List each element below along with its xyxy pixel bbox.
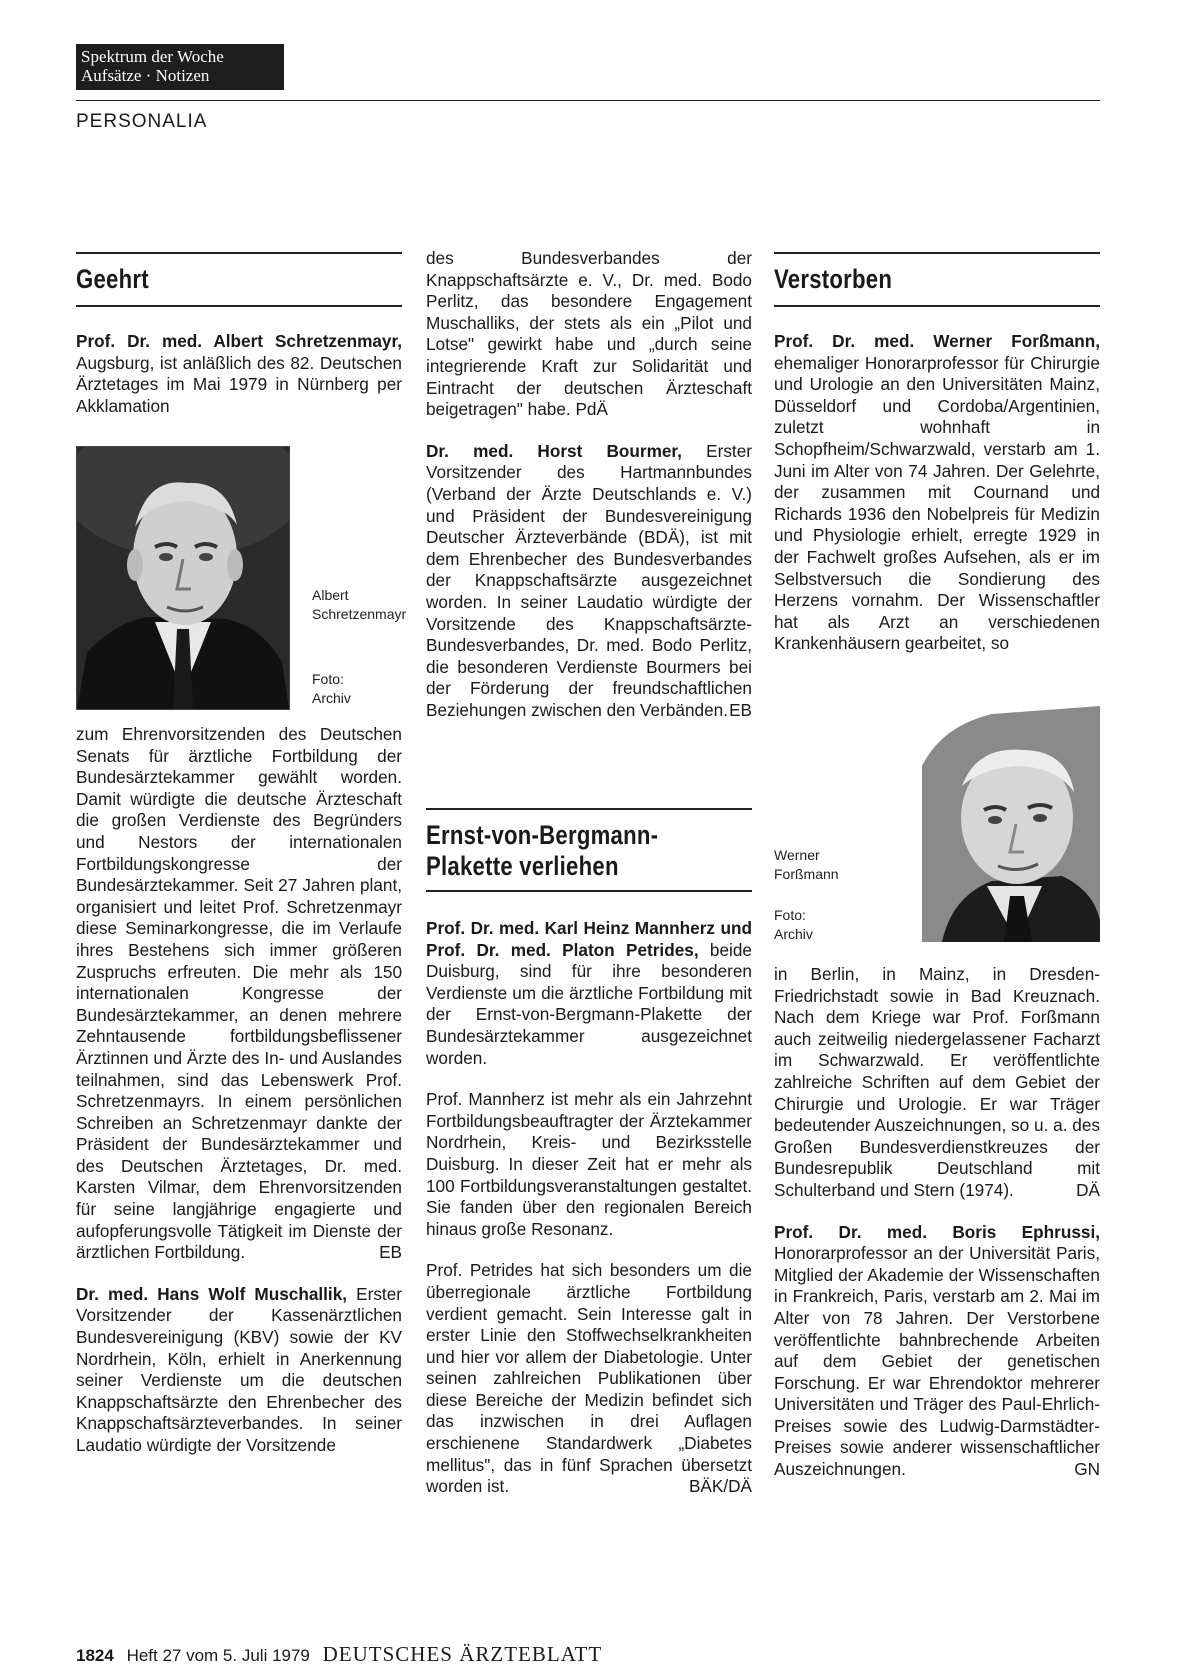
- column-1: [76, 252, 402, 417]
- article-schretzenmayr-intro: Prof. Dr. med. Albert Schretzenmayr, Augsburg, ist anläßlich des 82. Deutschen Ärztetages im Mai 1979 in Nürnberg per Akklamation: [76, 331, 402, 416]
- portrait-forssmann-image: [882, 706, 1100, 942]
- heading-rule-top: [76, 252, 402, 254]
- article-muschallik: Dr. med. Hans Wolf Muschallik, Erster Vorsitzender der Kassenärztlichen Bundesvereinigung (KBV) sowie der KV Nordrhein, Köln, erhielt in Anerkennung seiner Verdienste um die deutschen Knappschaftsärzte den Ehrenbecher des Knappschaftsärzteverbandes. In seiner Laudatio würdigte der Vorsitzende: [76, 1283, 402, 1455]
- heading-verstorben: Verstorben: [774, 264, 893, 294]
- portrait-photo-forssmann: [882, 706, 1100, 942]
- person-name: Prof. Dr. med. Werner Forßmann,: [774, 331, 1100, 351]
- article-forssmann-continued: in Berlin, in Mainz, in Dresden-Friedrichstadt sowie in Bad Kreuznach. Nach dem Kriege war Prof. Forßmann auch zeitweilig niedergelassener Facharzt im Schwarzwald. Er veröffentlichte zahlreiche Schriften auf dem Gebiet der Chirurgie und Urologie. Er war Träger bedeutender Auszeichnungen, so u. a. des Großen Bundesverdienstkreuzes der Bundesrepublik Deutschland mit Schulterband und Stern (1974). DÄ: [774, 964, 1100, 1200]
- article-bourmer: Dr. med. Horst Bourmer, Erster Vorsitzender des Hartmannbundes (Verband der Ärzte Deutschlands e. V.) und Präsident der Bundesvereinigung Deutscher Ärzteverbände (BDÄ), ist mit dem Ehrenbecher des Bundesverbandes der Knappschaftsärzte ausgezeichnet worden. In seiner Laudatio würdigte der Vorsitzende des Knappschaftsärzte-Bundesverbandes, Dr. med. Bodo Perlitz, die besonderen Verdienste Bourmers bei der Förderung der freundschaftlichen Beziehungen zwischen den Verbänden. EB: [426, 440, 752, 720]
- heading-bergmann-line-1: Ernst-von-Bergmann-: [426, 820, 659, 850]
- page-number: 1824: [76, 1646, 114, 1665]
- photo-credit-schretzenmayr: Foto: Archiv: [312, 671, 351, 706]
- author-signature: BÄK/DÄ: [688, 1476, 752, 1497]
- article-petrides: Prof. Petrides hat sich besonders um die überregionale ärztliche Fortbildung verdient gemacht. Sein Interesse galt in erster Linie den Stoffwechselkrankheiten und hier vor allem der Diabetologie. Unter seinen zahlreichen Publikationen über diese Bereiche der Medizin befindet sich das inzwischen in drei Auflagen erschienene Standardwerk „Diabetes mellitus", das in fünf Sprachen übersetzt worden ist. BÄK/DÄ: [426, 1260, 752, 1497]
- issue-info: Heft 27 vom 5. Juli 1979: [126, 1646, 310, 1665]
- person-name: Dr. med. Hans Wolf Muschallik,: [76, 1283, 348, 1304]
- person-name: Prof. Dr. med. Boris Ephrussi,: [774, 1221, 1100, 1242]
- photo-credit-forssmann: Foto: Archiv: [774, 907, 813, 942]
- section-title: PERSONALIA: [76, 111, 208, 132]
- heading-rule-bottom: [426, 890, 752, 892]
- rubric-label: [76, 44, 284, 90]
- person-name: Prof. Dr. med. Karl Heinz Mannherz und Prof. Dr. med. Platon Petrides,: [426, 918, 752, 960]
- author-signature: EB: [729, 699, 752, 720]
- person-name: Prof. Dr. med. Albert Schretzenmayr,: [76, 331, 402, 351]
- heading-rule-bottom: [76, 305, 402, 307]
- portrait-schretzenmayr-image: [77, 447, 289, 709]
- heading-rule-top: [774, 252, 1100, 254]
- page-footer: [76, 1642, 602, 1667]
- article-ephrussi: Prof. Dr. med. Boris Ephrussi, Honorarprofessor an der Universität Paris, Mitglied der Akademie der Wissenschaften in Frankreich, Paris, verstarb am 2. Mai im Alter von 78 Jahren. Der Verstorbene veröffentlichte bahnbrechende Arbeiten auf dem Gebiet der genetischen Forschung. Er war Ehrendoktor mehrerer Universitäten und Träger des Paul-Ehrlich-Preises sowie des Ludwig-Darmstädter-Preises sowie anderer wissenschaftlicher Auszeichnungen. GN: [774, 1221, 1100, 1480]
- rubric-line-2: Aufsätze · Notizen: [81, 66, 210, 85]
- heading-bergmann-line-2: Plakette verliehen: [426, 851, 619, 881]
- person-name: Dr. med. Horst Bourmer,: [426, 440, 682, 461]
- rubric-line-1: Spektrum der Woche: [81, 47, 224, 66]
- column-3: [774, 252, 1100, 655]
- article-muschallik-continued: des Bundesverbandes der Knappschaftsärzte e. V., Dr. med. Bodo Perlitz, das besondere Engagement Muschalliks, der stets als ein „Pilot und Lotse" gewirkt habe und „durch seine integrierende Kraft zur Solidarität und Eintracht der deutschen Ärzteschaft beigetragen" habe. PdÄ: [426, 248, 752, 420]
- article-schretzenmayr-body: zum Ehrenvorsitzenden des Deutschen Senats für ärztliche Fortbildung der Bundesärztekammer gewählt worden. Damit würdigte die deutsche Ärzteschaft die großen Verdienste des Begründers und Nestors der internationalen Fortbildungskongresse der Bundesärztekammer. Seit 27 Jahren plant, organisiert und leitet Prof. Schretzenmayr diese Seminarkongresse, die im Verlaufe ihres Bestehens sich immer größeren Zuspruchs erfreuten. Die mehr als 150 internationalen Kongresse der Bundesärztekammer, an denen mehrere Zehntausende fortbildungsbeflissener Ärztinnen und Ärzte des In- und Auslandes teilnahmen, sind das Lebenswerk Prof. Schretzenmayrs. In einem persönlichen Schreiben an Schretzenmayr dankte der Präsident der Bundesärztekammer und des Deutschen Ärztetages, Dr. med. Karsten Vilmar, dem Ehrenvorsitzenden für seine langjährige engagierte und aufopferungsvolle Tätigkeit im Dienste der ärztlichen Fortbildung. EB: [76, 724, 402, 1263]
- column-2-bergmann: [426, 808, 752, 1498]
- article-bergmann-plakette: Prof. Dr. med. Karl Heinz Mannherz und Prof. Dr. med. Platon Petrides, beide Duisburg, sind für ihre besonderen Verdienste um die ärztliche Fortbildung mit der Ernst-von-Bergmann-Plakette der Bundesärztekammer ausgezeichnet worden.: [426, 918, 752, 1068]
- heading-geehrt: Geehrt: [76, 264, 149, 294]
- author-signature: EB: [379, 1242, 402, 1263]
- article-forssmann: Prof. Dr. med. Werner Forßmann, ehemaliger Honorarprofessor für Chirurgie und Urologie an den Universitäten Mainz, Düsseldorf und Cordoba/Argentinien, zuletzt wohnhaft in Schopfheim/Schwarzwald, verstarb am 1. Juni im Alter von 74 Jahren. Der Gelehrte, der zusammen mit Cournand und Richards 1936 den Nobelpreis für Medizin und Physiologie erhielt, erregte 1929 in der Fachwelt großes Aufsehen, als er im Selbstversuch die Sondierung des Herzens vornahm. Der Wissenschaftler hat als Arzt an verschiedenen Krankenhäusern gearbeitet, so: [774, 331, 1100, 654]
- column-2: [426, 248, 752, 721]
- photo-caption-forssmann: Werner Forßmann: [774, 847, 839, 882]
- article-mannherz: Prof. Mannherz ist mehr als ein Jahrzehnt Fortbildungsbeauftragter der Ärztekammer Nordrhein, Kreis- und Bezirksstelle Duisburg. In dieser Zeit hat er mehr als 100 Fortbildungsveranstaltungen gestaltet. Sie fanden über den regionalen Bereich hinaus große Resonanz.: [426, 1089, 752, 1239]
- author-signature: GN: [1074, 1459, 1100, 1480]
- column-1-continued: [76, 724, 402, 1457]
- author-signature: PdÄ: [575, 399, 608, 420]
- masthead: DEUTSCHES ÄRZTEBLATT: [322, 1642, 603, 1666]
- photo-caption-schretzenmayr: Albert Schretzenmayr: [312, 587, 407, 622]
- author-signature: DÄ: [1076, 1179, 1100, 1200]
- heading-rule-top: [426, 808, 752, 810]
- heading-rule-bottom: [774, 305, 1100, 307]
- header-rule: [76, 100, 1100, 101]
- portrait-photo-schretzenmayr: [76, 446, 290, 710]
- column-3-continued: [774, 964, 1100, 1481]
